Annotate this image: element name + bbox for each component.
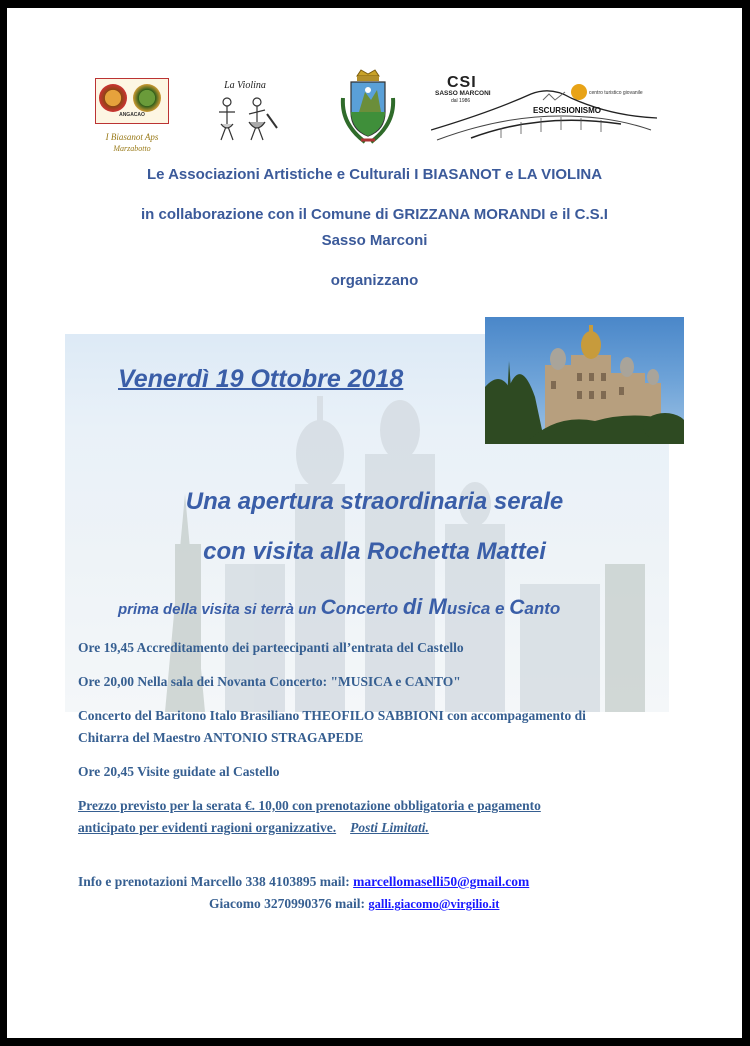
concert-intro — [118, 594, 560, 620]
header-organizzano: organizzano — [330, 272, 419, 289]
biasanot-caption-line2: Marzabotto — [113, 144, 151, 153]
concert-e: e — [495, 599, 510, 618]
biasanot-caption-line1: I Biasanot Aps — [105, 132, 159, 142]
program-item-baritone-line2: Chitarra del Maestro ANTONIO STRAGAPEDE — [78, 730, 364, 745]
badge-right-icon — [133, 84, 161, 112]
contact-marcello-text: Info e prenotazioni Marcello 338 4103895 mail: — [78, 874, 354, 889]
dancers-illustration-icon — [209, 94, 281, 148]
concert-oncerto: oncerto — [335, 599, 403, 618]
contact-giacomo-text: Giacomo 3270990376 mail: — [209, 896, 369, 911]
csi-year-label: dal 1986 — [451, 98, 471, 104]
program-item-accreditation: Ore 19,45 Accreditamento dei parteecipanti all’entrata del Castello — [78, 640, 464, 655]
castle-photo — [485, 317, 684, 444]
csi-label: CSI — [447, 74, 477, 91]
concert-di: di — [402, 594, 429, 619]
logo-biasanot — [93, 76, 171, 166]
concert-intro-text: prima della visita si terrà un — [118, 601, 321, 618]
email-link-marcello[interactable]: marcellomaselli50@gmail.com — [353, 874, 530, 889]
contact-giacomo — [209, 896, 499, 912]
email-link-giacomo[interactable]: galli.giacomo@virgilio.it — [368, 897, 500, 911]
program-item-guided-tours: Ore 20,45 Visite guidate al Castello — [78, 764, 280, 779]
document-page — [7, 8, 742, 1038]
concert-m-initial: M — [428, 594, 447, 619]
centro-turistico-label: centro turistico giovanile — [589, 90, 643, 96]
concert-usica: usica — [446, 599, 496, 618]
header-sasso-marconi-line: Sasso Marconi — [321, 232, 428, 249]
header-collaboration-line: in collaborazione con il Comune di GRIZZANA MORANDI e il C.S.I — [141, 206, 608, 223]
csi-sub-label: SASSO MARCONI — [435, 90, 491, 97]
price-line2-text: anticipato per evidenti ragioni organizzative. — [78, 820, 337, 835]
badge-left-icon — [99, 84, 127, 112]
header-associations-line: Le Associazioni Artistiche e Culturali I BIASANOT e LA VIOLINA — [146, 166, 603, 183]
contact-marcello — [78, 874, 529, 890]
limited-seats: Posti Limitati. — [350, 820, 429, 835]
concert-c2-initial: C — [509, 596, 525, 619]
program-item-concert: Ore 20,00 Nella sala dei Novanta Concerto: "MUSICA e CANTO" — [78, 674, 461, 689]
municipal-crest-icon — [337, 68, 399, 146]
logo-comune-crest — [337, 68, 399, 146]
violina-label: La Violina — [224, 80, 266, 91]
price-line2 — [78, 820, 429, 836]
logo-violina — [209, 80, 281, 148]
event-title-line1: Una apertura straordinaria serale — [185, 488, 564, 515]
price-line1: Prezzo previsto per la serata €. 10,00 con prenotazione obbligatoria e pagamento — [78, 798, 541, 813]
escursionismo-label: ESCURSIONISMO — [533, 106, 602, 115]
program-item-baritone-line1: Concerto del Baritono Italo Brasiliano THEOFILO SABBIONI con accompagamento di — [78, 708, 586, 723]
rocchetta-mattei-castle-icon — [485, 317, 684, 444]
biasanot-label: ANGACAO — [119, 112, 145, 118]
logo-csi-escursionismo — [431, 72, 657, 154]
concert-c-initial: C — [320, 596, 336, 619]
concert-anto: anto — [524, 599, 561, 618]
event-title-line2: con visita alla Rochetta Mattei — [203, 538, 546, 565]
event-date: Venerdì 19 Ottobre 2018 — [118, 365, 404, 393]
